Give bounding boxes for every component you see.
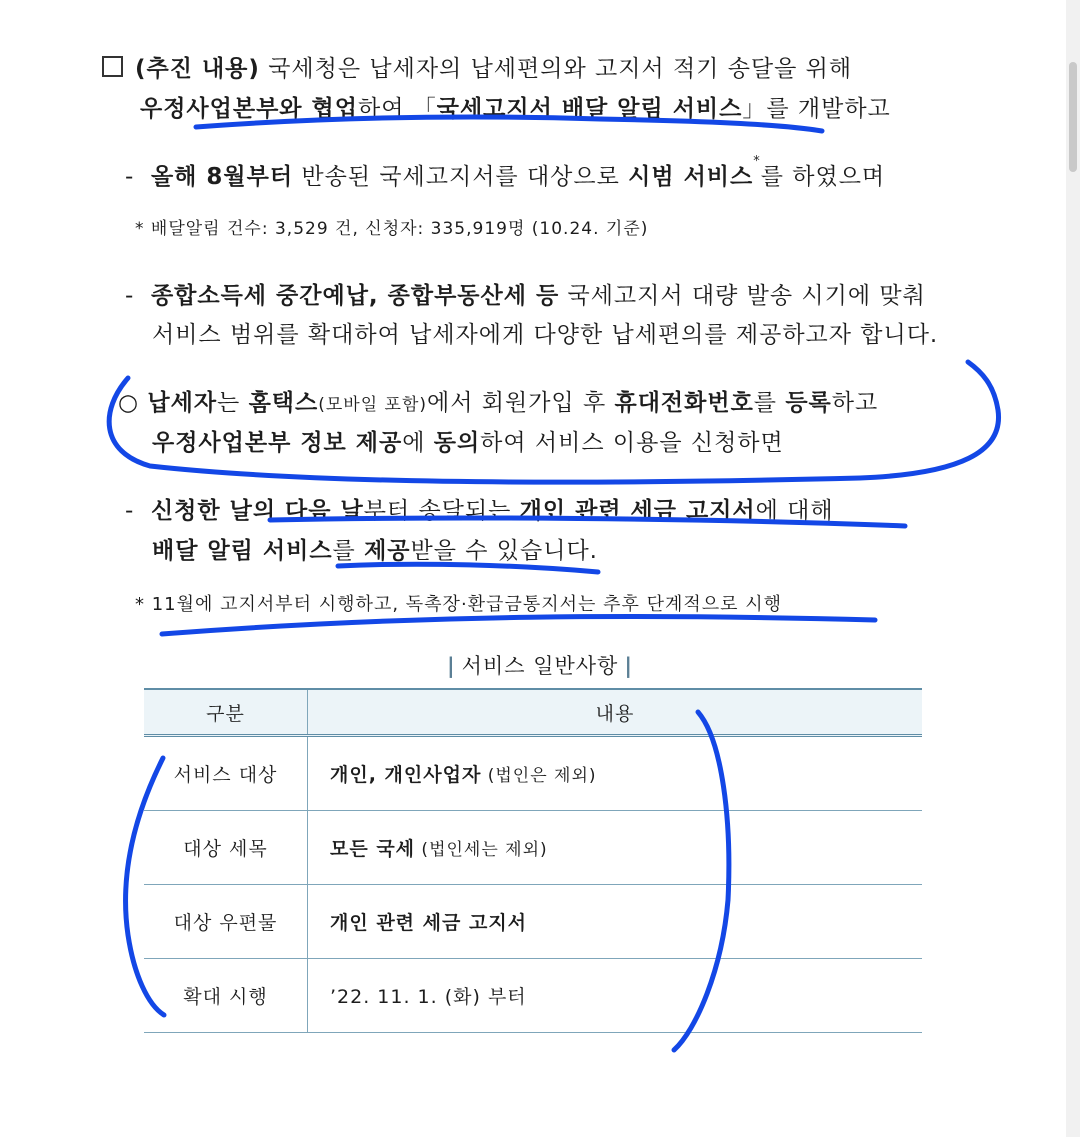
paragraph-signup-2: 우정사업본부 정보 제공에 동의하여 서비스 이용을 신청하면	[152, 430, 784, 456]
table-row	[144, 885, 922, 959]
paragraph-main-2: 우정사업본부와 협업하여 「국세고지서 배달 알림 서비스」를 개발하고	[140, 96, 891, 122]
table-row	[144, 736, 922, 811]
underline-schedule	[162, 617, 875, 634]
table-header-row	[144, 689, 922, 736]
checkbox-icon	[102, 56, 123, 77]
service-info-table	[144, 688, 922, 1033]
row-value: 개인, 개인사업자 (법인은 제외)	[308, 736, 923, 811]
circle-signup-paragraph	[109, 362, 998, 482]
bullet-expand-2: 서비스 범위를 확대하여 납세자에게 다양한 납세편의를 제공하고자 합니다.	[152, 322, 939, 348]
footnote-star: *	[753, 154, 761, 169]
bullet-expand-1: - 종합소득세 중간예납, 종합부동산세 등 국세고지서 대량 발송 시기에 맞춰	[125, 283, 926, 309]
table-row	[144, 811, 922, 885]
scrollbar-thumb[interactable]	[1069, 62, 1077, 172]
table-row	[144, 959, 922, 1033]
footnote-stats: * 배달알림 건수: 3,529 건, 신청자: 335,919명 (10.24. 기준)	[135, 219, 649, 239]
row-key: 대상 우편물	[144, 885, 308, 959]
row-key: 서비스 대상	[144, 736, 308, 811]
bullet-delivery-1: - 신청한 날의 다음 날부터 송달되는 개인 관련 세금 고지서에 대해	[125, 498, 834, 524]
row-value: 모든 국세 (법인세는 제외)	[308, 811, 923, 885]
table-header-category: 구분	[144, 689, 308, 736]
paragraph-signup-1: ○ 납세자는 홈택스(모바일 포함)에서 회원가입 후 휴대전화번호를 등록하고	[118, 390, 879, 416]
circle-bullet-icon: ○	[118, 390, 140, 416]
bullet-delivery-2: 배달 알림 서비스를 제공받을 수 있습니다.	[152, 538, 598, 564]
table-header-content: 내용	[308, 689, 923, 736]
bullet-pilot: - 올해 8월부터 반송된 국세고지서를 대상으로 시범 서비스*를 하였으며	[125, 154, 886, 190]
row-value: 개인 관련 세금 고지서	[308, 885, 923, 959]
service-name: 국세고지서 배달 알림 서비스	[436, 96, 743, 122]
caption-bar-left: |	[446, 654, 456, 678]
paragraph-main-1: (추진 내용) 국세청은 납세자의 납세편의와 고지서 적기 송달을 위해	[102, 50, 852, 83]
underline-delivery-2	[338, 564, 598, 572]
vertical-scrollbar[interactable]	[1066, 0, 1080, 1137]
footnote-schedule: * 11월에 고지서부터 시행하고, 독촉장·환급금통지서는 추후 단계적으로 시행	[135, 594, 783, 615]
table-caption: | 서비스 일반사항 |	[446, 654, 634, 678]
heading-label: (추진 내용)	[135, 56, 260, 82]
row-key: 대상 세목	[144, 811, 308, 885]
row-value: ’22. 11. 1. (화) 부터	[308, 959, 923, 1033]
row-key: 확대 시행	[144, 959, 308, 1033]
caption-bar-right: |	[624, 654, 634, 678]
